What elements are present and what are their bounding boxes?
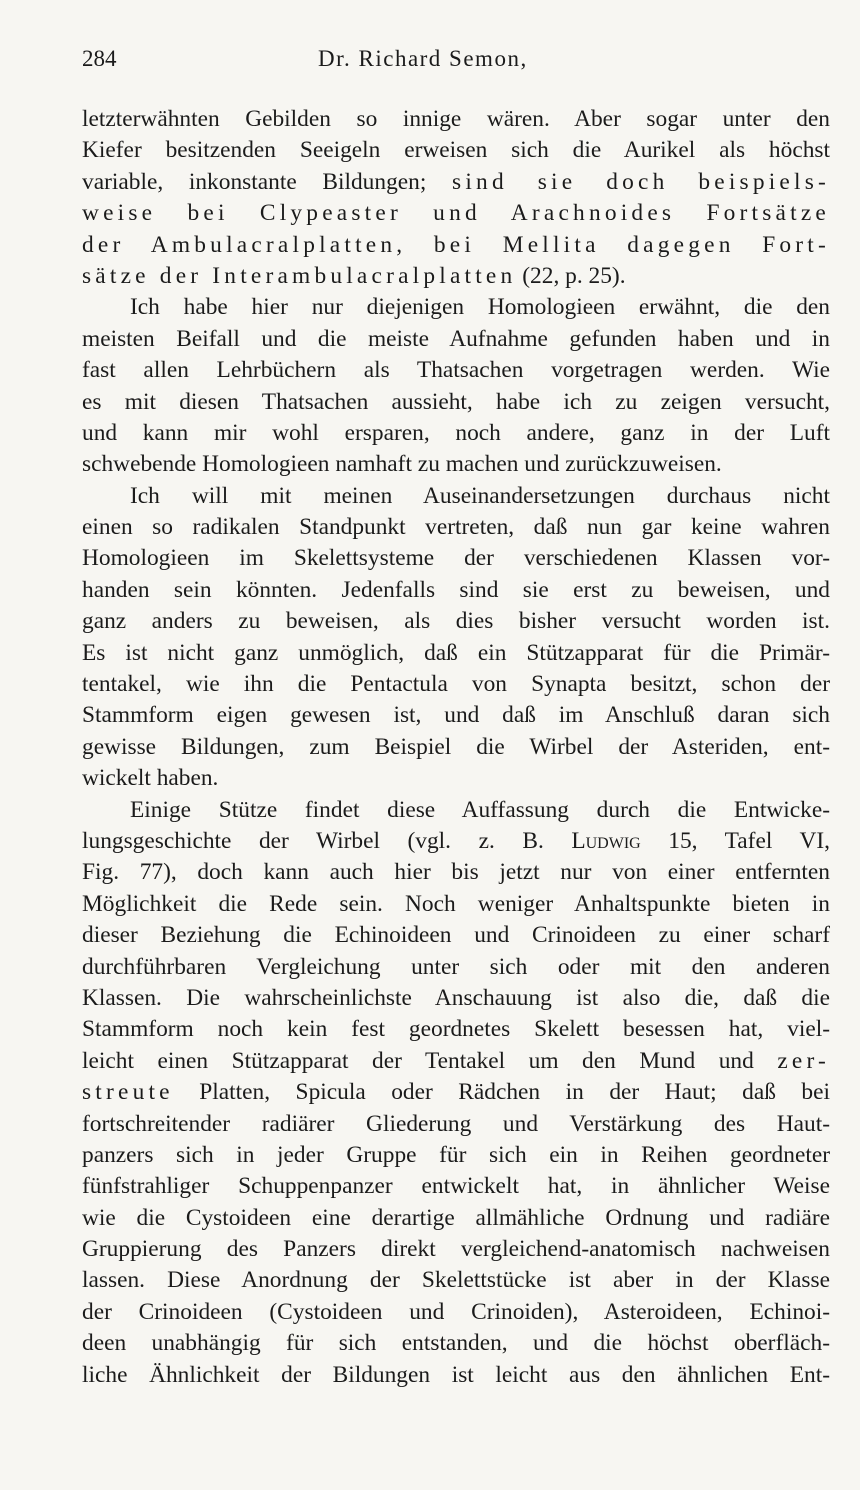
text-line: Stammform eigen gewesen ist, und daß im Anschluß daran sich [82,702,830,729]
text-line: wickelt haben. [82,765,219,792]
text-line: Es ist nicht ganz unmöglich, daß ein Stützapparat für die Primär- [82,639,830,666]
body-text [82,104,830,1391]
text-line: und kann mir wohl ersparen, noch andere, ganz in der Luft [82,419,830,446]
text-line: Gruppierung des Panzers direkt vergleichend-anatomisch nachweisen [82,1236,830,1263]
text-line: Homologieen im Skelettsysteme der verschiedenen Klassen vor- [82,545,830,572]
text-line: lungsgeschichte der Wirbel (vgl. z. B. Ludwig 15, Tafel VI, [82,827,830,854]
text-line: streute Platten, Spicula oder Rädchen in der Haut; daß bei [82,1079,830,1106]
text-line: sätze der Interambulacralplatten (22, p. 25). [82,262,626,289]
text-line: der Ambulacralplatten, bei Mellita dagegen Fort- [82,231,830,258]
text-line: letzterwähnten Gebilden so innige wären. Aber sogar unter den [82,106,830,132]
text-line: wie die Cystoideen eine derartige allmähliche Ordnung und radiäre [82,1204,830,1231]
text-line: gewisse Bildungen, zum Beispiel die Wirbel der Asteriden, ent- [82,733,830,760]
text-line: der Crinoideen (Cystoideen und Crinoiden), Asteroideen, Echinoi- [82,1298,830,1325]
text-line: Fig. 77), doch kann auch hier bis jetzt nur von einer entfernten [82,859,830,886]
text-line: liche Ähnlichkeit der Bildungen ist leicht aus den ähnlichen Ent- [82,1361,830,1388]
text-line: Stammform noch kein fest geordnetes Skelett besessen hat, viel- [82,1016,830,1043]
text-line: Klassen. Die wahrscheinlichste Anschauung ist also die, daß die [82,984,830,1011]
text-line: durchführbaren Vergleichung unter sich oder mit den anderen [82,953,830,980]
text-line: Möglichkeit die Rede sein. Noch weniger Anhaltspunkte bieten in [82,890,830,917]
page-header [82,42,830,76]
text-line: Kiefer besitzenden Seeigeln erweisen sich die Aurikel als höchst [82,137,830,164]
text-line: tentakel, wie ihn die Pentactula von Synapta besitzt, schon der [82,671,830,698]
text-line: lassen. Diese Anordnung der Skelettstücke ist aber in der Klasse [82,1267,830,1294]
text-line: Einige Stütze findet diese Auffassung durch die Entwicke- [130,796,830,823]
text-line: fast allen Lehrbüchern als Thatsachen vorgetragen werden. Wie [82,357,830,384]
text-line: Ich will mit meinen Auseinandersetzungen durchaus nicht [130,482,830,509]
page-number: 284 [82,46,117,71]
book-page [82,42,830,1391]
text-line: leicht einen Stützapparat der Tentakel um den Mund und zer- [82,1047,830,1074]
text-line: panzers sich in jeder Gruppe für sich ein in Reihen geordneter [82,1141,830,1168]
text-line: weise bei Clypeaster und Arachnoides Fortsätze [82,200,830,227]
text-line: variable, inkonstante Bildungen; sind sie doch beispiels- [82,168,830,195]
text-line: dieser Beziehung die Echinoideen und Crinoideen zu einer scharf [82,922,830,949]
text-line: fortschreitender radiärer Gliederung und Verstärkung des Haut- [82,1110,830,1137]
text-line: fünfstrahliger Schuppenpanzer entwickelt hat, in ähnlicher Weise [82,1173,830,1200]
text-line: meisten Beifall und die meiste Aufnahme gefunden haben und in [82,325,830,352]
text-line: es mit diesen Thatsachen aussieht, habe ich zu zeigen versucht, [82,388,830,415]
text-line: schwebende Homologieen namhaft zu machen und zurückzuweisen. [82,451,722,478]
running-head: Dr. Richard Semon, [318,46,528,71]
text-line: handen sein könnten. Jedenfalls sind sie erst zu beweisen, und [82,576,830,603]
text-line: deen unabhängig für sich entstanden, und die höchst oberfläch- [82,1330,830,1357]
text-line: Ich habe hier nur diejenigen Homologieen erwähnt, die den [130,294,830,321]
text-line: ganz anders zu beweisen, als dies bisher versucht worden ist. [82,608,830,635]
text-line: einen so radikalen Standpunkt vertreten, daß nun gar keine wahren [82,514,830,541]
